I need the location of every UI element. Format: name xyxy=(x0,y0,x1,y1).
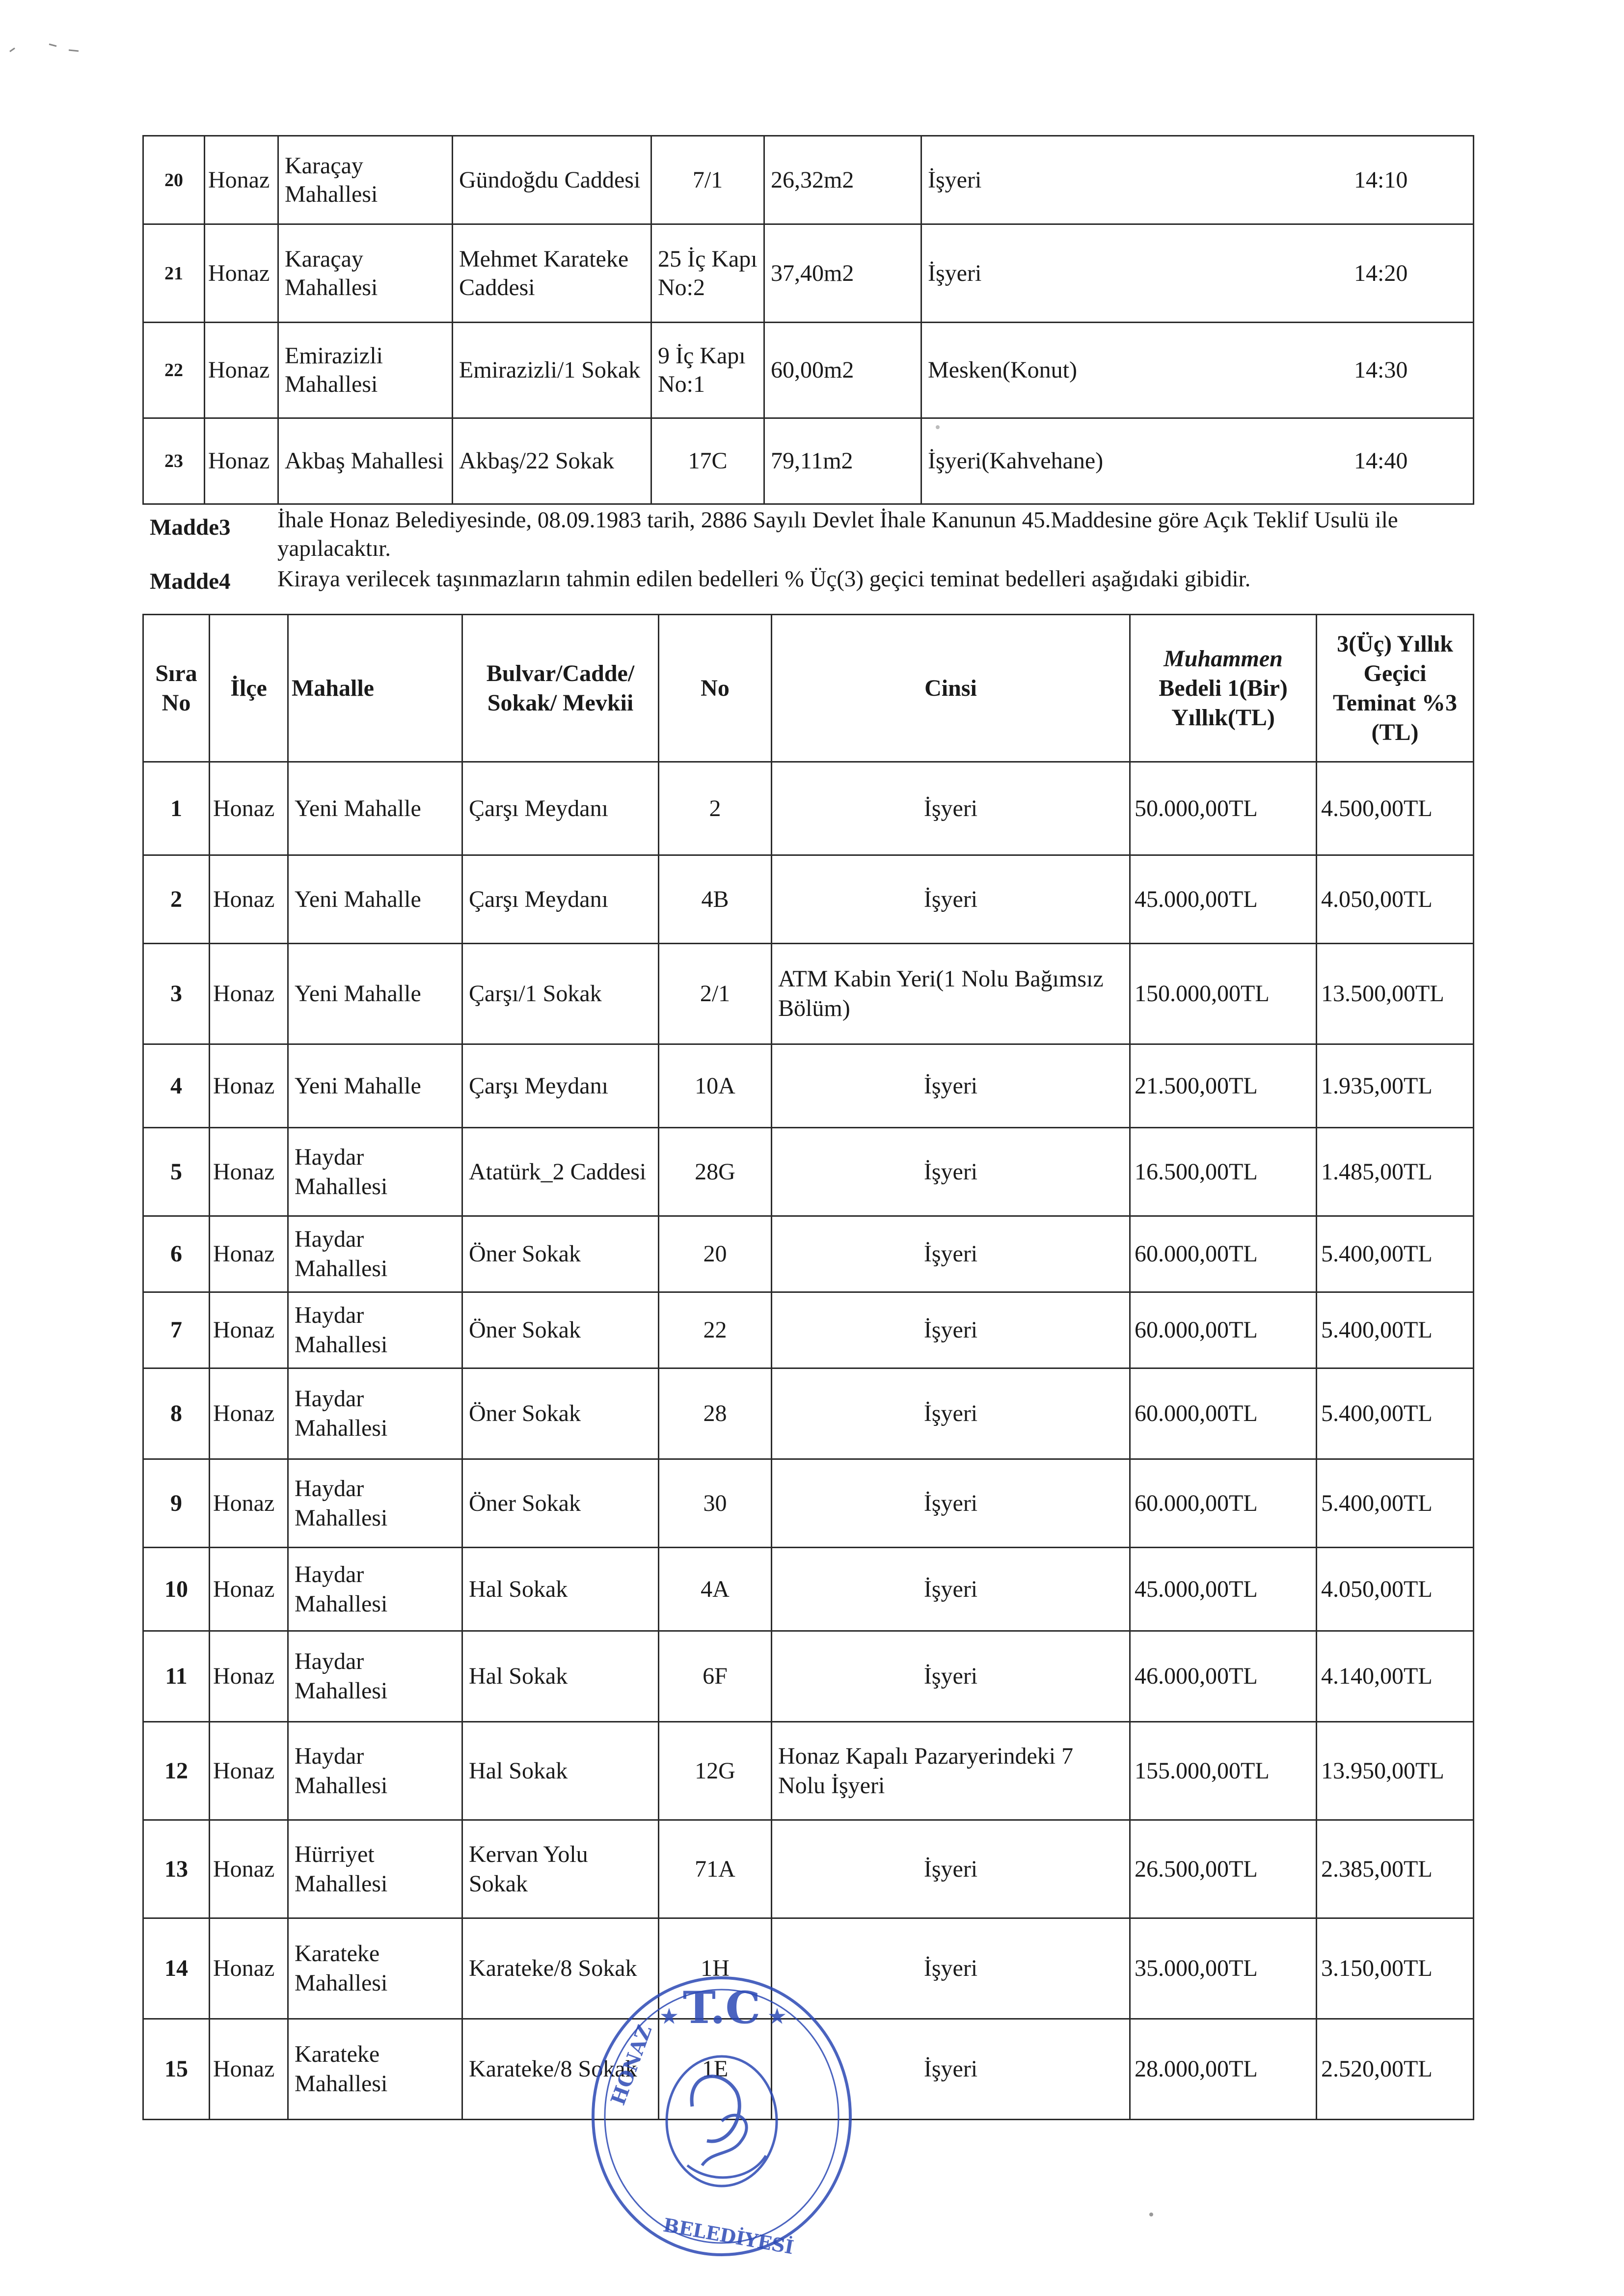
col-header-mahalle: Mahalle xyxy=(288,615,462,762)
cell-sira: 22 xyxy=(143,323,205,418)
table-row xyxy=(143,1044,1474,1128)
cell-cinsi: İşyeri xyxy=(772,762,1130,855)
cell-cinsi: İşyeri(Kahvehane) xyxy=(928,448,1104,474)
cell-cadde: Karateke/8 Sokak xyxy=(462,1918,659,2019)
cell-ilce: Honaz xyxy=(210,944,288,1044)
cell-ilce: Honaz xyxy=(205,136,278,224)
madde4-text: Kiraya verilecek taşınmazların tahmin edilen bedelleri % Üç(3) geçici teminat bedelleri aşağıdaki gibidir. xyxy=(277,566,1251,592)
cell-no: 1E xyxy=(659,2019,772,2120)
cell-no: 17C xyxy=(651,418,764,504)
cell-teminat: 2.520,00TL xyxy=(1317,2019,1474,2120)
cell-no: 25 İç Kapı No:2 xyxy=(651,224,764,323)
cell-ilce: Honaz xyxy=(210,855,288,944)
cell-bedel: 60.000,00TL xyxy=(1130,1459,1317,1548)
table-row xyxy=(143,1631,1474,1722)
col-header-cinsi: Cinsi xyxy=(772,615,1130,762)
col-header-no: No xyxy=(659,615,772,762)
cell-cadde: Çarşı Meydanı xyxy=(462,1044,659,1128)
cell-no: 10A xyxy=(659,1044,772,1128)
cell-bedel: 26.500,00TL xyxy=(1130,1820,1317,1918)
cell-cadde: Öner Sokak xyxy=(462,1216,659,1292)
cell-cadde: Hal Sokak xyxy=(462,1631,659,1722)
col-header-cadde: Bulvar/Cadde/ Sokak/ Mevkii xyxy=(462,615,659,762)
cell-sira: 3 xyxy=(143,944,210,1044)
cell-mahalle: Haydar Mahallesi xyxy=(288,1368,462,1459)
cell-cadde: Emirazizli/1 Sokak xyxy=(453,323,651,418)
cell-cinsi-saat xyxy=(921,224,1474,323)
cell-sira: 8 xyxy=(143,1368,210,1459)
scan-mark xyxy=(5,39,103,59)
cell-bedel: 16.500,00TL xyxy=(1130,1128,1317,1216)
schedule-row xyxy=(143,418,1474,504)
cell-ilce: Honaz xyxy=(210,1548,288,1631)
table-header-row xyxy=(143,615,1474,762)
cell-teminat: 5.400,00TL xyxy=(1317,1216,1474,1292)
cell-mahalle: Karaçay Mahallesi xyxy=(278,136,453,224)
cell-sira: 1 xyxy=(143,762,210,855)
cell-bedel: 60.000,00TL xyxy=(1130,1216,1317,1292)
cell-cadde: Hal Sokak xyxy=(462,1722,659,1820)
cell-cinsi: İşyeri xyxy=(928,166,982,193)
cell-no: 22 xyxy=(659,1292,772,1368)
scan-dot xyxy=(933,422,943,432)
cell-sira: 5 xyxy=(143,1128,210,1216)
cell-saat: 14:40 xyxy=(1354,448,1408,474)
cell-sira: 12 xyxy=(143,1722,210,1820)
seal-tc-text: T.C xyxy=(682,1982,761,2034)
table-row xyxy=(143,1548,1474,1631)
cell-bedel: 46.000,00TL xyxy=(1130,1631,1317,1722)
cell-ilce: Honaz xyxy=(205,418,278,504)
cell-cinsi: İşyeri xyxy=(772,1292,1130,1368)
cell-cinsi-saat xyxy=(921,136,1474,224)
cell-cinsi: Mesken(Konut) xyxy=(928,357,1077,383)
cell-cadde: Mehmet Karateke Caddesi xyxy=(453,224,651,323)
cell-alan: 60,00m2 xyxy=(764,323,921,418)
col-header-ilce: İlçe xyxy=(210,615,288,762)
cell-mahalle: Haydar Mahallesi xyxy=(288,1128,462,1216)
table-row xyxy=(143,762,1474,855)
cell-teminat: 5.400,00TL xyxy=(1317,1368,1474,1459)
table-row xyxy=(143,1820,1474,1918)
cell-bedel: 28.000,00TL xyxy=(1130,2019,1317,2120)
cell-sira: 6 xyxy=(143,1216,210,1292)
cell-mahalle: Hürriyet Mahallesi xyxy=(288,1820,462,1918)
cell-ilce: Honaz xyxy=(210,1918,288,2019)
cell-no: 28G xyxy=(659,1128,772,1216)
cell-no: 2/1 xyxy=(659,944,772,1044)
cell-cinsi: İşyeri xyxy=(772,1459,1130,1548)
cell-no: 7/1 xyxy=(651,136,764,224)
cell-mahalle: Haydar Mahallesi xyxy=(288,1631,462,1722)
cell-cinsi: İşyeri xyxy=(772,1216,1130,1292)
cell-sira: 10 xyxy=(143,1548,210,1631)
svg-text:★: ★ xyxy=(768,2005,786,2028)
cell-saat: 14:10 xyxy=(1354,166,1408,193)
svg-text:HONAZ: HONAZ xyxy=(606,2022,657,2108)
table-row xyxy=(143,1292,1474,1368)
cell-ilce: Honaz xyxy=(210,762,288,855)
cell-bedel: 21.500,00TL xyxy=(1130,1044,1317,1128)
cell-cadde: Öner Sokak xyxy=(462,1459,659,1548)
cell-no: 1H xyxy=(659,1918,772,2019)
madde3-text: İhale Honaz Belediyesinde, 08.09.1983 tarih, 2886 Sayılı Devlet İhale Kanunun 45.Maddesine göre Açık Teklif Usulü ile yapılacaktır. xyxy=(277,507,1398,561)
cell-cinsi: İşyeri xyxy=(772,855,1130,944)
cell-teminat: 1.485,00TL xyxy=(1317,1128,1474,1216)
cell-sira: 20 xyxy=(143,136,205,224)
svg-text:★: ★ xyxy=(660,2005,678,2028)
cell-cinsi: İşyeri xyxy=(772,1631,1130,1722)
cell-teminat: 4.500,00TL xyxy=(1317,762,1474,855)
cell-alan: 37,40m2 xyxy=(764,224,921,323)
schedule-row xyxy=(143,224,1474,323)
table-row xyxy=(143,855,1474,944)
cell-teminat: 3.150,00TL xyxy=(1317,1918,1474,2019)
cell-no: 2 xyxy=(659,762,772,855)
madde3-label: Madde3 xyxy=(150,515,231,540)
cell-no: 71A xyxy=(659,1820,772,1918)
cell-sira: 7 xyxy=(143,1292,210,1368)
schedule-table-body xyxy=(143,136,1474,504)
cell-mahalle: Yeni Mahalle xyxy=(288,762,462,855)
cell-mahalle: Karateke Mahallesi xyxy=(288,1918,462,2019)
cell-saat: 14:30 xyxy=(1354,357,1408,383)
cell-sira: 9 xyxy=(143,1459,210,1548)
schedule-row xyxy=(143,136,1474,224)
cell-cadde: Çarşı Meydanı xyxy=(462,855,659,944)
table-row xyxy=(143,1722,1474,1820)
cell-no: 12G xyxy=(659,1722,772,1820)
cell-cinsi: İşyeri xyxy=(772,1918,1130,2019)
cell-cadde: Öner Sokak xyxy=(462,1292,659,1368)
cell-cadde: Kervan Yolu Sokak xyxy=(462,1820,659,1918)
cell-cinsi: ATM Kabin Yeri(1 Nolu Bağımsız Bölüm) xyxy=(772,944,1130,1044)
cell-alan: 26,32m2 xyxy=(764,136,921,224)
cell-sira: 21 xyxy=(143,224,205,323)
rental-table-body xyxy=(143,762,1474,2120)
cell-teminat: 4.140,00TL xyxy=(1317,1631,1474,1722)
cell-teminat: 1.935,00TL xyxy=(1317,1044,1474,1128)
cell-cinsi: İşyeri xyxy=(772,1044,1130,1128)
cell-no: 20 xyxy=(659,1216,772,1292)
cell-cadde: Çarşı/1 Sokak xyxy=(462,944,659,1044)
table-row xyxy=(143,1368,1474,1459)
cell-bedel: 60.000,00TL xyxy=(1130,1292,1317,1368)
cell-ilce: Honaz xyxy=(210,1722,288,1820)
cell-saat: 14:20 xyxy=(1354,260,1408,286)
cell-no: 4A xyxy=(659,1548,772,1631)
cell-teminat: 4.050,00TL xyxy=(1317,1548,1474,1631)
cell-bedel: 45.000,00TL xyxy=(1130,855,1317,944)
cell-mahalle: Yeni Mahalle xyxy=(288,855,462,944)
cell-sira: 14 xyxy=(143,1918,210,2019)
cell-cinsi: İşyeri xyxy=(772,1368,1130,1459)
cell-mahalle: Haydar Mahallesi xyxy=(288,1548,462,1631)
cell-sira: 13 xyxy=(143,1820,210,1918)
cell-no: 4B xyxy=(659,855,772,944)
cell-bedel: 150.000,00TL xyxy=(1130,944,1317,1044)
cell-no: 30 xyxy=(659,1459,772,1548)
cell-mahalle: Haydar Mahallesi xyxy=(288,1722,462,1820)
cell-mahalle: Emirazizli Mahallesi xyxy=(278,323,453,418)
cell-bedel: 45.000,00TL xyxy=(1130,1548,1317,1631)
cell-bedel: 60.000,00TL xyxy=(1130,1368,1317,1459)
cell-cinsi: İşyeri xyxy=(772,2019,1130,2120)
cell-cinsi-saat xyxy=(921,323,1474,418)
cell-mahalle: Haydar Mahallesi xyxy=(288,1292,462,1368)
cell-cinsi: İşyeri xyxy=(772,1128,1130,1216)
col-header-sira: Sıra No xyxy=(143,615,210,762)
cell-no: 9 İç Kapı No:1 xyxy=(651,323,764,418)
cell-cadde: Karateke/8 Sokak xyxy=(462,2019,659,2120)
cell-cinsi: İşyeri xyxy=(772,1820,1130,1918)
cell-bedel: 155.000,00TL xyxy=(1130,1722,1317,1820)
cell-ilce: Honaz xyxy=(210,2019,288,2120)
madde4-label: Madde4 xyxy=(150,569,231,594)
cell-cadde: Akbaş/22 Sokak xyxy=(453,418,651,504)
table-row xyxy=(143,1459,1474,1548)
cell-mahalle: Karateke Mahallesi xyxy=(288,2019,462,2120)
cell-sira: 4 xyxy=(143,1044,210,1128)
cell-cinsi: İşyeri xyxy=(928,260,982,286)
cell-ilce: Honaz xyxy=(210,1459,288,1548)
cell-teminat: 13.950,00TL xyxy=(1317,1722,1474,1820)
cell-teminat: 5.400,00TL xyxy=(1317,1292,1474,1368)
cell-cadde: Hal Sokak xyxy=(462,1548,659,1631)
table-row xyxy=(143,1216,1474,1292)
cell-mahalle: Yeni Mahalle xyxy=(288,1044,462,1128)
cell-ilce: Honaz xyxy=(210,1044,288,1128)
cell-ilce: Honaz xyxy=(210,1128,288,1216)
cell-mahalle: Karaçay Mahallesi xyxy=(278,224,453,323)
cell-cadde: Atatürk_2 Caddesi xyxy=(462,1128,659,1216)
cell-ilce: Honaz xyxy=(210,1216,288,1292)
cell-bedel: 35.000,00TL xyxy=(1130,1918,1317,2019)
cell-cinsi: İşyeri xyxy=(772,1548,1130,1631)
table-row xyxy=(143,1128,1474,1216)
cell-cinsi: Honaz Kapalı Pazaryerindeki 7 Nolu İşyeri xyxy=(772,1722,1130,1820)
svg-text:BELEDİYESİ: BELEDİYESİ xyxy=(661,2214,796,2259)
cell-no: 28 xyxy=(659,1368,772,1459)
cell-mahalle: Haydar Mahallesi xyxy=(288,1459,462,1548)
cell-mahalle: Yeni Mahalle xyxy=(288,944,462,1044)
cell-mahalle: Akbaş Mahallesi xyxy=(278,418,453,504)
cell-ilce: Honaz xyxy=(205,323,278,418)
cell-ilce: Honaz xyxy=(210,1292,288,1368)
table-row xyxy=(143,944,1474,1044)
cell-cadde: Gündoğdu Caddesi xyxy=(453,136,651,224)
schedule-row xyxy=(143,323,1474,418)
cell-sira: 2 xyxy=(143,855,210,944)
schedule-table xyxy=(142,135,1474,505)
cell-bedel: 50.000,00TL xyxy=(1130,762,1317,855)
col-header-bedel: Muhammen Bedeli 1(Bir) Yıllık(TL) xyxy=(1130,615,1317,762)
cell-teminat: 2.385,00TL xyxy=(1317,1820,1474,1918)
cell-cadde: Öner Sokak xyxy=(462,1368,659,1459)
cell-ilce: Honaz xyxy=(205,224,278,323)
cell-mahalle: Haydar Mahallesi xyxy=(288,1216,462,1292)
scan-dot xyxy=(1144,2210,1159,2219)
cell-no: 6F xyxy=(659,1631,772,1722)
cell-cinsi-saat xyxy=(921,418,1474,504)
cell-ilce: Honaz xyxy=(210,1820,288,1918)
col-header-teminat: 3(Üç) Yıllık Geçici Teminat %3 (TL) xyxy=(1317,615,1474,762)
cell-sira: 15 xyxy=(143,2019,210,2120)
cell-ilce: Honaz xyxy=(210,1631,288,1722)
cell-alan: 79,11m2 xyxy=(764,418,921,504)
cell-teminat: 13.500,00TL xyxy=(1317,944,1474,1044)
cell-ilce: Honaz xyxy=(210,1368,288,1459)
cell-sira: 11 xyxy=(143,1631,210,1722)
cell-sira: 23 xyxy=(143,418,205,504)
cell-teminat: 4.050,00TL xyxy=(1317,855,1474,944)
cell-cadde: Çarşı Meydanı xyxy=(462,762,659,855)
cell-teminat: 5.400,00TL xyxy=(1317,1459,1474,1548)
official-seal xyxy=(574,1959,869,2273)
rental-table xyxy=(142,614,1474,2120)
